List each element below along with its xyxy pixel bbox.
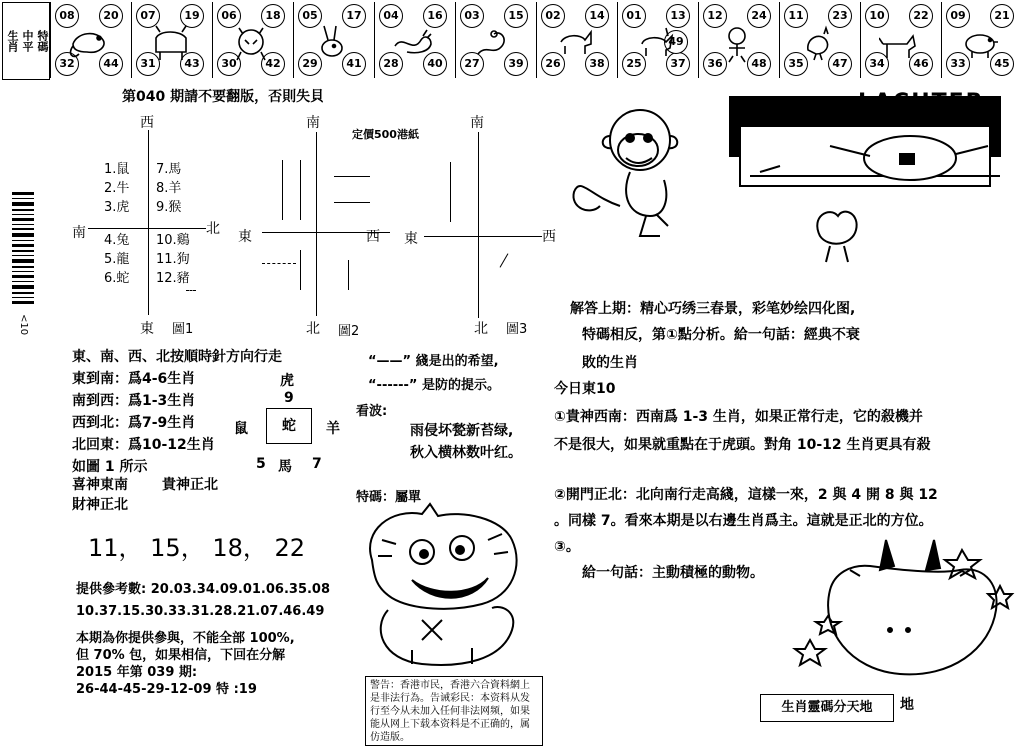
strip-label-col: 中平: [21, 30, 34, 52]
zodiac-cell: [698, 2, 775, 78]
compass-left: 鼠: [234, 421, 248, 437]
kanbo-label: 看波:: [356, 404, 388, 419]
zodiac-number: 21: [990, 4, 1014, 28]
zodiac-item: 8.羊: [156, 181, 182, 196]
issue-title: 第040 期請不要翻版，否則失貝: [122, 89, 325, 105]
zodiac-number: 49: [664, 30, 688, 54]
zodiac-number: 07: [136, 4, 160, 28]
zodiac-item: 4.兔: [104, 233, 130, 248]
zodiac-number: 30: [217, 52, 241, 76]
answer-line3: 敗的生肖: [582, 355, 638, 371]
today-label: 今日東10: [554, 381, 616, 397]
zodiac-number: 17: [342, 4, 366, 28]
rule-line: 西到北：爲7-9生肖: [72, 415, 196, 431]
strip-label-col: 生肖: [6, 30, 19, 52]
ox-icon: [150, 24, 190, 64]
diagram1-left-list: [104, 160, 129, 288]
zodiac-number: 10: [865, 4, 889, 28]
diagram1-top: 西: [140, 115, 154, 131]
gods-north: 貴神正北: [162, 477, 218, 493]
zodiac-cell: [455, 2, 532, 78]
diagram1-right-list: [156, 160, 190, 288]
zodiac-number: 35: [784, 52, 808, 76]
kanbo-line2: 秋入横林数叶红。: [410, 445, 522, 461]
horse-icon: [555, 24, 595, 64]
analysis-2a: ②開門正北：北向南行走高綫，這樣一來，2 與 4 開 8 與 12: [554, 487, 938, 503]
analysis-1a: ①貴神西南：西南爲 1-3 生肖，如果正常行走，它的殺機并: [554, 409, 923, 425]
zodiac-cell: [617, 2, 694, 78]
butcher-scene-icon: [720, 96, 1010, 276]
compass-top: 虎: [280, 373, 294, 389]
zodiac-number: 33: [946, 52, 970, 76]
zodiac-number: 23: [828, 4, 852, 28]
zodiac-number: 29: [298, 52, 322, 76]
compass-top-num: 9: [284, 390, 294, 406]
zodiac-number: 09: [946, 4, 970, 28]
zodiac-cell: [941, 2, 1018, 78]
zodiac-number: 36: [703, 52, 727, 76]
note-line: 本期為你提供參與，不能全部 100%,: [76, 631, 295, 646]
analysis-3: ③。: [554, 539, 580, 555]
zodiac-number: 44: [99, 52, 123, 76]
zodiac-cell: [50, 2, 127, 78]
zodiac-number: 42: [261, 52, 285, 76]
refs-line1: 提供參考數: 20.03.34.09.01.06.35.08: [76, 582, 331, 597]
zodiac-number: 28: [379, 52, 403, 76]
diagram3-left: 東: [404, 231, 418, 247]
zodiac-cell: [779, 2, 856, 78]
note-block: [76, 630, 295, 698]
compass-bm: 馬: [278, 459, 292, 475]
snake-icon: [474, 24, 514, 64]
note-line: 2015 年第 039 期:: [76, 665, 198, 680]
zodiac-number: 25: [622, 52, 646, 76]
zodiac-number: 12: [703, 4, 727, 28]
diagram3-top: 南: [470, 115, 484, 131]
zodiac-number: 43: [180, 52, 204, 76]
rule-line: 南到西：爲1-3生肖: [72, 393, 196, 409]
zodiac-cell: [860, 2, 937, 78]
tiger-icon: [231, 24, 271, 64]
diagram3-bottom: 北: [474, 321, 488, 337]
barcode: [10, 190, 38, 336]
rat-icon: [69, 24, 109, 64]
answer-line2: 特碼相反，第①點分析。給一句話：經典不衰: [582, 327, 860, 343]
rules-intro: 東、南、西、北按順時針方向行走: [72, 349, 282, 365]
gods-wealth: 財神正北: [72, 497, 128, 513]
compass-center: 蛇: [266, 408, 312, 444]
gods-east: 喜神東南: [72, 477, 128, 493]
monkey-icon: [717, 24, 757, 64]
rooster-icon: [798, 24, 838, 64]
compass-right: 羊: [326, 421, 340, 437]
zodiac-cell: [374, 2, 451, 78]
zodiac-cell: [536, 2, 613, 78]
diagram1-right: 北: [206, 221, 220, 237]
zodiac-number: 13: [666, 4, 690, 28]
barcode-text: <10: [18, 314, 29, 336]
zodiac-item: 7.馬: [156, 162, 182, 177]
diagram2-caption: 圖2: [338, 324, 360, 339]
zodiac-number: 34: [865, 52, 889, 76]
diagram2-right: 西: [366, 229, 380, 245]
zodiac-number: 39: [504, 52, 528, 76]
lucky-numbers: 11， 15， 18， 22: [88, 534, 306, 562]
diagram1-bottom: 東: [140, 321, 154, 337]
pig-icon: [960, 24, 1000, 64]
refs-line2: 10.37.15.30.33.31.28.21.07.46.49: [76, 604, 325, 619]
analysis-1b: 不是很大，如果就重點在于虎頭。對角 10-12 生肖更具有殺: [554, 437, 931, 453]
legend-dashed: “------” 是防的提示。: [368, 378, 500, 393]
zodiac-number: 04: [379, 4, 403, 28]
zodiac-number: 22: [909, 4, 933, 28]
diagram3-right: 西: [542, 229, 556, 245]
zodiac-item: 6.蛇: [104, 271, 130, 286]
zodiac-cell: [293, 2, 370, 78]
zodiac-number: 24: [747, 4, 771, 28]
barcode-icon: [10, 190, 38, 310]
answer-line1: 解答上期：精心巧绣三春景，彩笔妙绘四化图,: [570, 301, 856, 317]
stamp-after: 地: [900, 697, 914, 713]
zodiac-number: 41: [342, 52, 366, 76]
monkey-cartoon-icon: [560, 96, 720, 246]
zodiac-cell: [212, 2, 289, 78]
zodiac-number: 02: [541, 4, 565, 28]
zodiac-item: 3.虎: [104, 200, 130, 215]
tiger-cartoon-icon: [352, 500, 548, 670]
zodiac-item: 5.龍: [104, 252, 130, 267]
strip-label: [2, 2, 50, 80]
diagram2-left: 東: [238, 229, 252, 245]
kanbo-line1: 雨侵坏甃新苔绿,: [410, 423, 514, 439]
rule-line: 北回東：爲10-12生肖: [72, 437, 215, 453]
zodiac-number: 19: [180, 4, 204, 28]
strip-label-col: 特碼: [36, 30, 49, 52]
legend-solid: “——” 綫是出的希望,: [368, 354, 499, 369]
note-line: 26-44-45-29-12-09 特 :19: [76, 682, 257, 697]
zodiac-number: 37: [666, 52, 690, 76]
zodiac-item: 2.牛: [104, 181, 130, 196]
zodiac-number: 16: [423, 4, 447, 28]
dog-icon: [879, 24, 919, 64]
zodiac-number: 46: [909, 52, 933, 76]
zodiac-number: 38: [585, 52, 609, 76]
rules-list: [72, 368, 215, 456]
diagram1-caption: 圖1: [172, 322, 194, 337]
dragon-icon: [393, 24, 433, 64]
zodiac-number: 40: [423, 52, 447, 76]
diagram2-top: 南: [306, 115, 320, 131]
rules-fig: 如圖 1 所示: [72, 459, 148, 475]
analysis-2b: 。同樣 7。看來本期是以右邊生肖爲主。這就是正北的方位。: [554, 513, 933, 529]
zodiac-item: 11.狗: [156, 252, 190, 267]
zodiac-number: 20: [99, 4, 123, 28]
goat-icon: [636, 24, 676, 64]
zodiac-item: 9.猴: [156, 200, 182, 215]
zodiac-number: 45: [990, 52, 1014, 76]
compass-bl: 5: [256, 456, 266, 472]
quote-line: 給一句話：主動積極的動物。: [582, 565, 764, 581]
zodiac-item: 1.鼠: [104, 162, 130, 177]
zodiac-number: 18: [261, 4, 285, 28]
zodiac-number: 15: [504, 4, 528, 28]
zodiac-number: 05: [298, 4, 322, 28]
diagram2-bottom: 北: [306, 321, 320, 337]
zodiac-number: 01: [622, 4, 646, 28]
zodiac-number: 14: [585, 4, 609, 28]
price-label: 定價500港紙: [352, 128, 419, 141]
zodiac-number: 48: [747, 52, 771, 76]
warning-box: 警告：香港市民，香港六合資料網上是非法行為。告诫彩民：本资料从发行至今从未加入任何非法网频，如果能从网上下载本资料是不正确的，属仿造版。: [365, 676, 543, 746]
zodiac-number: 47: [828, 52, 852, 76]
zodiac-item: 10.鷄: [156, 233, 190, 248]
zodiac-cell: [131, 2, 208, 78]
zodiac-number: 03: [460, 4, 484, 28]
tema-label: 特碼：屬單: [356, 490, 422, 505]
zodiac-number: 31: [136, 52, 160, 76]
stamp-label: 生肖靈碼分天地: [760, 694, 894, 722]
zodiac-number: 26: [541, 52, 565, 76]
compass-br: 7: [312, 456, 322, 472]
zodiac-item: 12.豬: [156, 271, 190, 286]
zodiac-number: 08: [55, 4, 79, 28]
zodiac-number: 27: [460, 52, 484, 76]
diagram3-caption: 圖3: [506, 322, 528, 337]
zodiac-strip: [0, 0, 1024, 80]
rule-line: 東到南：爲4-6生肖: [72, 371, 196, 387]
diagram1-left: 南: [72, 225, 86, 241]
goat-cartoon-icon: [790, 530, 1022, 690]
note-line: 但 70% 包，如果相信，下回在分解: [76, 648, 286, 663]
zodiac-number: 32: [55, 52, 79, 76]
zodiac-number: 11: [784, 4, 808, 28]
zodiac-number: 06: [217, 4, 241, 28]
rabbit-icon: [312, 24, 352, 64]
